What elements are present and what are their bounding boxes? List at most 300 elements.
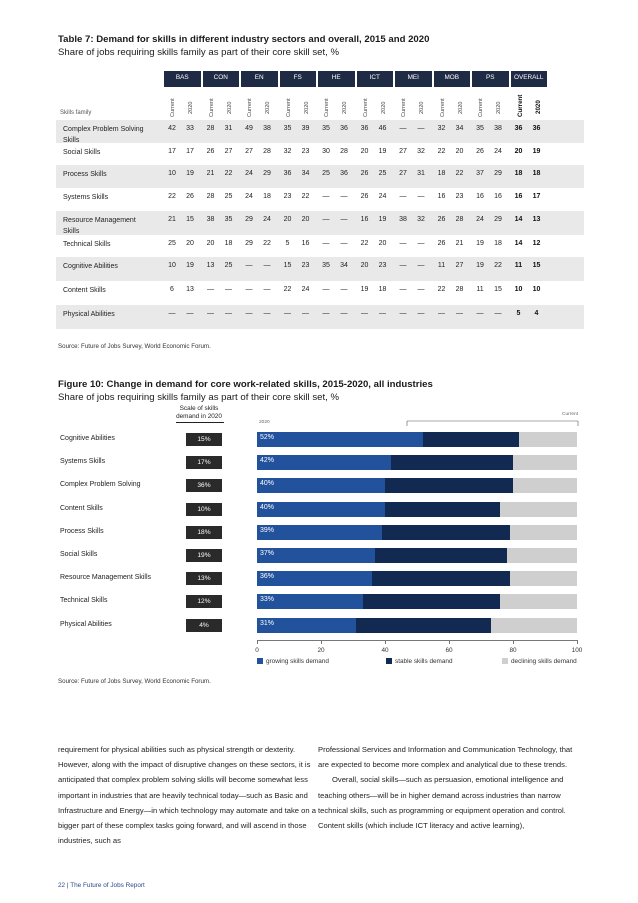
table-cell: 16 (301, 240, 310, 247)
table-cell: — (399, 262, 407, 269)
table-cell: 16 (514, 193, 523, 200)
table-cell: 27 (399, 170, 407, 177)
scale-2020-badge: 36% (186, 479, 222, 492)
legend-growing: growing skills demand (266, 658, 329, 665)
sector-header: PS (472, 71, 509, 85)
table-cell: 38 (206, 216, 215, 223)
table-cell: 35 (322, 262, 330, 269)
table-cell: — (284, 310, 291, 317)
table-row (56, 305, 584, 329)
table-cell: — (263, 310, 271, 317)
table-cell: 22 (437, 286, 446, 293)
column-header-2020: 2020 (496, 101, 502, 114)
table-cell: — (245, 262, 253, 269)
table-cell: 38 (494, 125, 502, 132)
sector-header: HE (318, 71, 355, 85)
table-cell: 23 (378, 262, 387, 269)
table-cell: 20 (186, 240, 194, 247)
table-cell: 29 (494, 170, 502, 177)
sector-header: MEI (395, 71, 432, 85)
column-header-current: Current (324, 98, 330, 117)
table-cell: 46 (378, 125, 387, 132)
table-cell: 25 (224, 262, 233, 269)
sector-underline (357, 85, 394, 87)
bar-declining-segment (257, 432, 577, 447)
row-label: Physical Abilities (63, 311, 115, 318)
scale-2020-badge: 4% (186, 619, 222, 632)
table-cell: 19 (476, 262, 484, 269)
table-cell: 42 (168, 125, 176, 132)
column-header-current: Current (170, 98, 176, 117)
row-label: Cognitive Abilities (63, 263, 118, 270)
table-cell: 20 (455, 148, 464, 155)
bar-declining-segment (257, 618, 577, 633)
table-cell: — (494, 310, 502, 317)
column-header-2020: 2020 (188, 101, 194, 114)
table-cell: — (263, 286, 271, 293)
bar-value-label: 37% (260, 550, 275, 557)
table-cell: — (340, 240, 348, 247)
table-cell: — (168, 310, 176, 317)
bar-stable-segment (382, 525, 510, 540)
table-cell: 24 (245, 170, 253, 177)
table-cell: 29 (263, 170, 271, 177)
row-label: Social Skills (63, 149, 101, 156)
table-cell: 28 (206, 193, 215, 200)
x-axis-tick-mark (257, 640, 258, 644)
table-cell: 18 (437, 170, 446, 177)
row-label: Technical Skills (63, 241, 111, 248)
table-cell: 33 (186, 125, 194, 132)
table-cell: 24 (494, 148, 502, 155)
chart-category-label: Social Skills (60, 551, 98, 558)
column-header-current: Current (439, 98, 446, 117)
table-cell: 35 (322, 125, 330, 132)
x-axis-tick-label: 100 (571, 647, 583, 654)
table-cell: 10 (532, 286, 541, 293)
table-cell: 5 (516, 310, 521, 317)
x-axis-tick-mark (449, 640, 450, 644)
table-cell: — (225, 286, 232, 293)
table-cell: — (417, 193, 425, 200)
table-cell: 28 (455, 216, 464, 223)
x-axis-tick-mark (577, 640, 578, 644)
table-cell: 32 (283, 148, 292, 155)
table-cell: — (322, 216, 330, 223)
column-header-2020: 2020 (303, 101, 310, 114)
sector-underline (472, 85, 509, 87)
column-header-2020: 2020 (380, 101, 387, 114)
table-cell: 16 (360, 216, 369, 223)
table-cell: 36 (340, 125, 348, 132)
skills-family-label: Skills family (60, 110, 92, 116)
table-row (56, 211, 584, 235)
table-cell: 25 (168, 240, 176, 247)
table-cell: 23 (455, 193, 464, 200)
chart-category-label: Systems Skills (60, 458, 106, 466)
row-label: Content Skills (63, 287, 106, 294)
table-cell: 22 (437, 148, 446, 155)
table-cell: 22 (224, 170, 233, 177)
bar-growing-segment (257, 478, 385, 493)
table-cell: 26 (206, 148, 215, 155)
table-cell: 24 (378, 193, 387, 200)
table-cell: 31 (417, 170, 425, 177)
table-cell: — (322, 286, 330, 293)
sector-underline (434, 85, 471, 87)
table-cell: 31 (224, 125, 233, 132)
table-subtitle: Share of jobs requiring skills family as part of their core skill set, % (58, 47, 339, 58)
table-cell: 21 (206, 170, 215, 177)
table-cell: 26 (360, 193, 369, 200)
bar-declining-segment (257, 525, 577, 540)
bar-stable-segment (385, 478, 513, 493)
scale-2020-badge: 19% (186, 549, 222, 562)
column-header-current: Current (401, 98, 407, 117)
bar-growing-segment (257, 432, 423, 447)
bar-value-label: 42% (260, 457, 275, 465)
table-cell: — (186, 310, 194, 317)
scale-header (166, 405, 232, 421)
bar-stable-segment (363, 594, 501, 609)
table-cell: 20 (514, 148, 523, 155)
bar-value-label: 40% (260, 480, 275, 488)
table-cell: 27 (245, 148, 253, 155)
table-cell: 28 (263, 148, 271, 155)
table-cell: 26 (186, 193, 194, 200)
bar-value-label: 36% (260, 573, 275, 581)
table-cell: 16 (476, 193, 484, 200)
table-cell: — (322, 310, 330, 317)
scale-2020-badge: 15% (186, 433, 222, 446)
x-axis-tick-label: 20 (317, 647, 325, 654)
bar-declining-segment (257, 594, 577, 609)
body-paragraph: Professional Services and Information and Communication Technology, that are expected to become more complex and analytical due to these trends. (318, 745, 573, 770)
column-header-current: Current (478, 98, 484, 117)
table-cell: 38 (399, 216, 407, 223)
table-cell: — (225, 310, 232, 317)
table-cell: — (379, 310, 386, 317)
table-cell: 36 (532, 125, 541, 132)
bar-value-label: 31% (260, 619, 275, 627)
table-cell: — (361, 310, 368, 317)
table-cell: — (340, 216, 348, 223)
table-cell: 32 (417, 216, 425, 223)
table-cell: — (417, 240, 425, 247)
table-cell: 17 (168, 148, 176, 155)
table-cell: — (399, 125, 407, 132)
bar-stable-segment (375, 548, 506, 563)
table-cell: 6 (170, 286, 174, 293)
column-header-2020: 2020 (226, 101, 233, 114)
table-cell: 39 (301, 125, 310, 132)
scale-header-line1: Scale of skills (179, 405, 219, 412)
bar-declining-segment (257, 571, 577, 586)
table-row (56, 281, 584, 305)
bar-stable-segment (391, 455, 513, 470)
table-row (56, 257, 584, 281)
figure-source: Source: Future of Jobs Survey, World Economic Forum. (58, 678, 211, 685)
table-cell: 35 (476, 125, 484, 132)
table-cell: — (399, 286, 407, 293)
table-cell: 20 (378, 240, 387, 247)
legend-declining: declining skills demand (511, 658, 577, 665)
x-axis-tick-mark (385, 640, 386, 644)
scale-header-line2: demand in 2020 (176, 413, 222, 420)
bar-value-label: 52% (260, 434, 275, 441)
table-cell: — (399, 193, 407, 200)
table-cell: — (263, 262, 271, 269)
table-cell: 15 (283, 262, 292, 269)
column-header-2020: 2020 (457, 101, 464, 114)
table-cell: 27 (224, 148, 233, 155)
bar-growing-segment (257, 525, 382, 540)
table-cell: 26 (437, 216, 446, 223)
body-column-right (318, 742, 583, 833)
column-header-current: Current (516, 94, 524, 117)
table-row (56, 188, 584, 211)
table-title: Table 7: Demand for skills in different industry sectors and overall, 2015 and 2020 (58, 34, 430, 45)
table-source: Source: Future of Jobs Survey, World Economic Forum. (58, 343, 211, 350)
table-cell: 18 (224, 240, 233, 247)
row-label: Systems Skills (63, 194, 109, 201)
table-cell: 18 (378, 286, 387, 293)
table-cell: 18 (494, 240, 502, 247)
figure-subtitle: Share of jobs requiring skills family as part of their core skill set, % (58, 392, 339, 403)
table-cell: — (399, 310, 407, 317)
table-cell: 29 (245, 240, 253, 247)
scale-2020-badge: 12% (186, 595, 222, 608)
table-cell: — (322, 193, 330, 200)
table-cell: 26 (360, 170, 369, 177)
table-cell: 15 (186, 216, 194, 223)
table-cell: 21 (455, 240, 464, 247)
row-label: Complex Problem Solving Skills (63, 126, 144, 144)
x-axis (257, 640, 577, 641)
table-cell: 19 (186, 262, 194, 269)
column-header-current: Current (247, 98, 253, 117)
bar-value-label: 33% (260, 596, 275, 604)
table-cell: 27 (399, 148, 407, 155)
table-cell: 17 (532, 193, 541, 200)
table-cell: — (207, 310, 214, 317)
table-cell: 34 (301, 170, 310, 177)
table-cell: 36 (340, 170, 348, 177)
legend-swatch-stable (386, 658, 392, 664)
bar-stable-segment (356, 618, 490, 633)
table-cell: — (340, 193, 348, 200)
table-cell: 21 (168, 216, 176, 223)
legend-swatch-growing (257, 658, 263, 664)
sector-underline (203, 85, 240, 87)
column-header-2020: 2020 (419, 101, 425, 114)
table-cell: 35 (283, 125, 292, 132)
table-cell: 4 (534, 310, 539, 317)
sector-underline (511, 85, 548, 87)
table-cell: 25 (322, 170, 330, 177)
sector-header: ICT (357, 71, 394, 85)
table-cell: 32 (437, 125, 446, 132)
table-cell: 25 (378, 170, 387, 177)
column-header-2020: 2020 (534, 100, 542, 114)
bar-declining-segment (257, 502, 577, 517)
table-cell: — (207, 286, 214, 293)
x-axis-tick-label: 80 (509, 647, 517, 654)
scale-underline (176, 422, 224, 423)
table-cell: 28 (455, 286, 464, 293)
chart-category-label: Cognitive Abilities (60, 435, 115, 442)
table-cell: 24 (245, 193, 253, 200)
column-header-current: Current (362, 98, 369, 117)
page-footer: 22 | The Future of Jobs Report (58, 882, 145, 889)
table-cell: — (456, 310, 463, 317)
table-cell: 24 (476, 216, 484, 223)
scale-2020-badge: 17% (186, 456, 222, 469)
table-cell: 22 (301, 193, 310, 200)
table-cell: 24 (301, 286, 310, 293)
table-row (56, 235, 584, 257)
table-cell: 29 (494, 216, 502, 223)
table-cell: 13 (206, 262, 215, 269)
bracket-current-label: Current (562, 412, 578, 417)
table-cell: 11 (514, 262, 523, 269)
table-cell: 36 (360, 125, 369, 132)
table-cell: 27 (455, 262, 464, 269)
table-cell: 22 (360, 240, 369, 247)
table-cell: 24 (263, 216, 271, 223)
row-label: Process Skills (63, 171, 107, 178)
figure-title: Figure 10: Change in demand for core work-related skills, 2015-2020, all industries (58, 379, 433, 390)
table-cell: 17 (186, 148, 194, 155)
table-cell: 34 (455, 125, 464, 132)
bar-value-label: 39% (260, 526, 275, 534)
chart-category-label: Resource Management Skills (60, 574, 152, 582)
table-cell: — (245, 286, 253, 293)
table-cell: 18 (514, 170, 523, 177)
table-cell: 32 (417, 148, 425, 155)
table-cell: 19 (378, 148, 387, 155)
table-cell: — (322, 240, 330, 247)
sector-header: FS (280, 71, 317, 85)
chart-category-label: Content Skills (60, 504, 103, 512)
sector-underline (164, 85, 201, 87)
bar-growing-segment (257, 571, 372, 586)
table-cell: 23 (301, 148, 310, 155)
sector-underline (318, 85, 355, 87)
table-cell: 19 (378, 216, 387, 223)
table-cell: 34 (340, 262, 348, 269)
table-cell: 20 (283, 216, 292, 223)
chart-category-label: Physical Abilities (60, 620, 112, 628)
table-cell: 29 (245, 216, 253, 223)
sector-underline (395, 85, 432, 87)
table-cell: 26 (476, 148, 484, 155)
table-cell: 28 (206, 125, 215, 132)
table-cell: — (417, 262, 425, 269)
table-cell: 30 (322, 148, 330, 155)
table-cell: 23 (283, 193, 292, 200)
bar-growing-segment (257, 455, 391, 470)
table-cell: 16 (494, 193, 502, 200)
table-cell: 15 (532, 262, 541, 269)
sector-underline (241, 85, 278, 87)
x-axis-tick-label: 60 (445, 647, 453, 654)
table-cell: 11 (476, 286, 484, 293)
table-cell: — (399, 240, 407, 247)
table-cell: 11 (437, 262, 446, 269)
table-cell: 49 (245, 125, 253, 132)
table-cell: 22 (455, 170, 464, 177)
table-cell: 19 (360, 286, 369, 293)
x-axis-tick-mark (513, 640, 514, 644)
table-cell: 13 (186, 286, 194, 293)
x-axis-tick-mark (321, 640, 322, 644)
table-cell: 22 (494, 262, 502, 269)
sector-header: OVERALL (511, 71, 548, 85)
body-paragraph: requirement for physical abilities such as physical strength or dexterity. However, along with the impact of disruptive changes on these sectors, it is anticipated that complex problem solving skills will become somewhat less important in industries that are heavily technical today—such as Basic and Infrastructure and Energy—in which technology may automate and take on a bigger part of these complex tasks going forward, and will ascend in those industries, such as (58, 745, 316, 846)
column-header-2020: 2020 (265, 101, 271, 114)
table-cell: 14 (514, 216, 523, 223)
table-cell: 18 (532, 170, 541, 177)
legend-swatch-declining (502, 658, 508, 664)
row-label: Resource Management Skills (63, 217, 136, 235)
table-cell: 5 (285, 240, 290, 247)
table-cell: 20 (360, 148, 369, 155)
chart-category-label: Process Skills (60, 527, 104, 535)
bar-declining-segment (257, 478, 577, 493)
table-row (56, 143, 584, 165)
table-cell: — (417, 286, 425, 293)
table-cell: 22 (263, 240, 271, 247)
column-header-2020: 2020 (342, 101, 348, 114)
table-cell: — (476, 310, 484, 317)
table-cell: 36 (514, 125, 523, 132)
table-cell: 23 (301, 262, 310, 269)
sector-header: EN (241, 71, 278, 85)
table-cell: 20 (360, 262, 369, 269)
table-cell: — (245, 310, 253, 317)
table-cell: 20 (206, 240, 215, 247)
current-bracket (257, 418, 579, 426)
table-row (56, 165, 584, 188)
table-cell: — (417, 125, 425, 132)
table-cell: 22 (283, 286, 292, 293)
x-axis-tick-label: 0 (255, 647, 259, 654)
bar-declining-segment (257, 548, 577, 563)
table-cell: 19 (476, 240, 484, 247)
table-cell: — (302, 310, 309, 317)
table-cell: 28 (340, 148, 348, 155)
table-cell: 15 (494, 286, 502, 293)
table-cell: 20 (301, 216, 310, 223)
body-paragraph: Overall, social skills—such as persuasion, emotional intelligence and teaching others—will be in higher demand across industries than narrow technical skills, such as programming or equipment operation and control. Content skills (which include ICT literacy and active learning), (318, 775, 566, 831)
table-cell: 19 (186, 170, 194, 177)
bar-stable-segment (372, 571, 510, 586)
table-cell: 18 (263, 193, 271, 200)
table-cell: — (417, 310, 425, 317)
bar-growing-segment (257, 548, 375, 563)
table-cell: 36 (283, 170, 292, 177)
column-header-current: Current (285, 98, 292, 117)
chart-category-label: Technical Skills (60, 597, 108, 605)
table-cell: 12 (532, 240, 541, 247)
table-cell: 16 (437, 193, 446, 200)
table-cell: 38 (263, 125, 271, 132)
bracket-2020-label: 2020 (259, 420, 270, 425)
bar-stable-segment (423, 432, 519, 447)
table-cell: 26 (437, 240, 446, 247)
bar-growing-segment (257, 502, 385, 517)
